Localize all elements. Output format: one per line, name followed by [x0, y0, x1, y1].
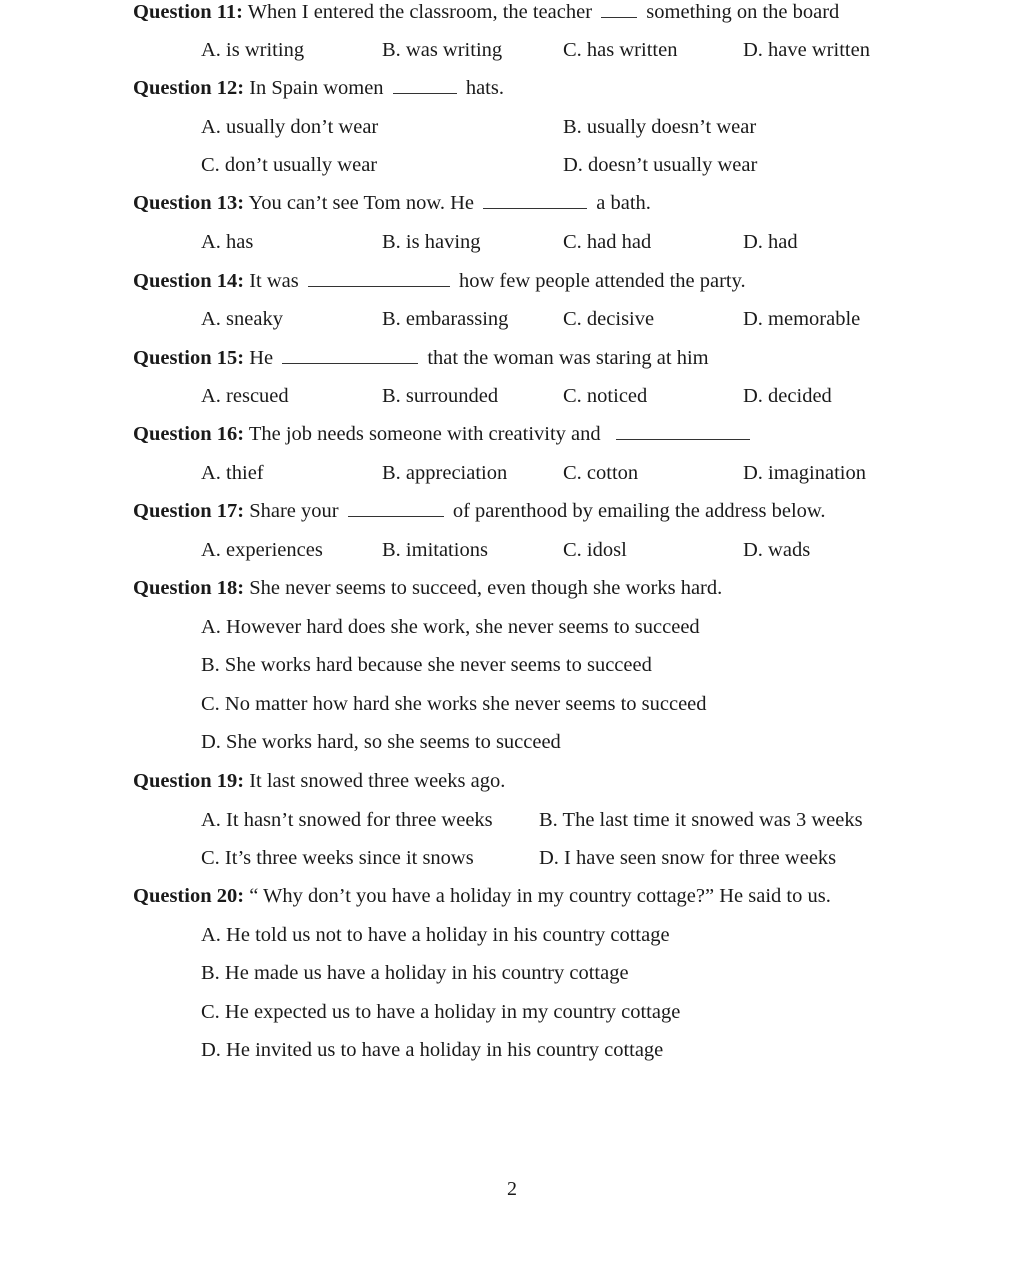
option-c: C. decisive: [563, 308, 655, 330]
answer-blank: [393, 75, 457, 94]
question-text-before: The job needs someone with creativity and: [248, 423, 601, 445]
option-c: C. has written: [563, 39, 678, 61]
option-c: C. cotton: [563, 462, 639, 484]
option-d: D. memorable: [743, 308, 861, 330]
option-a: A. He told us not to have a holiday in his country cottage: [201, 924, 670, 946]
question-text-before: Share your: [249, 500, 339, 522]
option-d: D. have written: [743, 39, 870, 61]
option-d: D. doesn’t usually wear: [563, 154, 758, 176]
question-text-before: In Spain women: [249, 77, 384, 99]
question-17: [133, 497, 826, 525]
option-c: C. idosl: [563, 539, 627, 561]
question-19: [133, 767, 505, 795]
option-c: C. He expected us to have a holiday in my country cottage: [201, 1001, 681, 1023]
question-text-after: hats.: [465, 77, 504, 99]
question-label: Question 18:: [133, 577, 245, 599]
option-a: A. It hasn’t snowed for three weeks: [201, 809, 493, 831]
question-label: Question 13:: [133, 192, 245, 214]
question-text-after: that the woman was staring at him: [427, 347, 709, 369]
question-label: Question 20:: [133, 885, 245, 907]
question-text-before: He: [249, 347, 274, 369]
question-label: Question 19:: [133, 770, 245, 792]
option-b: B. appreciation: [382, 462, 508, 484]
question-label: Question 12:: [133, 77, 245, 99]
question-text-after: a bath.: [596, 192, 651, 214]
answer-blank: [601, 0, 637, 18]
question-label: Question 11:: [133, 1, 243, 23]
question-15: [133, 344, 709, 372]
question-text-before: You can’t see Tom now. He: [248, 192, 475, 214]
question-text-before: It was: [249, 270, 299, 292]
option-a: A. rescued: [201, 385, 289, 407]
option-d: D. He invited us to have a holiday in his country cottage: [201, 1039, 664, 1061]
option-b: B. usually doesn’t wear: [563, 116, 757, 138]
option-d: D. wads: [743, 539, 811, 561]
option-c: C. It’s three weeks since it snows: [201, 847, 474, 869]
question-text-after: of parenthood by emailing the address below.: [452, 500, 826, 522]
question-18: [133, 574, 722, 602]
question-text: “ Why don’t you have a holiday in my country cottage?” He said to us.: [249, 885, 831, 907]
option-a: A. has: [201, 231, 254, 253]
question-20: [133, 882, 831, 910]
question-11: [133, 0, 839, 26]
option-b: B. He made us have a holiday in his country cottage: [201, 962, 629, 984]
option-c: C. No matter how hard she works she never seems to succeed: [201, 693, 707, 715]
option-a: A. is writing: [201, 39, 305, 61]
option-d: D. had: [743, 231, 798, 253]
option-c: C. don’t usually wear: [201, 154, 378, 176]
answer-blank: [616, 421, 750, 440]
question-13: [133, 189, 651, 217]
option-b: B. She works hard because she never seems to succeed: [201, 654, 652, 676]
option-d: D. I have seen snow for three weeks: [539, 847, 837, 869]
option-d: D. imagination: [743, 462, 866, 484]
option-d: D. decided: [743, 385, 832, 407]
question-14: [133, 267, 746, 295]
answer-blank: [348, 498, 444, 517]
option-c: C. noticed: [563, 385, 648, 407]
answer-blank: [308, 268, 450, 287]
question-label: Question 14:: [133, 270, 245, 292]
option-b: B. is having: [382, 231, 481, 253]
question-text: She never seems to succeed, even though she works hard.: [249, 577, 723, 599]
option-b: B. surrounded: [382, 385, 499, 407]
page-number: 2: [507, 1178, 517, 1200]
question-text-after: something on the board: [646, 1, 840, 23]
question-16: [133, 420, 754, 448]
option-b: B. embarassing: [382, 308, 509, 330]
question-12: [133, 74, 504, 102]
question-text-before: When I entered the classroom, the teacher: [247, 1, 593, 23]
answer-blank: [282, 345, 418, 364]
option-d: D. She works hard, so she seems to succeed: [201, 731, 561, 753]
option-a: A. experiences: [201, 539, 323, 561]
option-a: A. thief: [201, 462, 264, 484]
question-text-after: how few people attended the party.: [458, 270, 746, 292]
option-b: B. imitations: [382, 539, 488, 561]
question-text: It last snowed three weeks ago.: [249, 770, 506, 792]
answer-blank: [483, 190, 587, 209]
question-label: Question 15:: [133, 347, 245, 369]
question-label: Question 17:: [133, 500, 245, 522]
option-c: C. had had: [563, 231, 652, 253]
option-b: B. was writing: [382, 39, 503, 61]
question-label: Question 16:: [133, 423, 245, 445]
option-a: A. usually don’t wear: [201, 116, 379, 138]
option-a: A. However hard does she work, she never seems to succeed: [201, 616, 700, 638]
option-a: A. sneaky: [201, 308, 283, 330]
option-b: B. The last time it snowed was 3 weeks: [539, 809, 863, 831]
